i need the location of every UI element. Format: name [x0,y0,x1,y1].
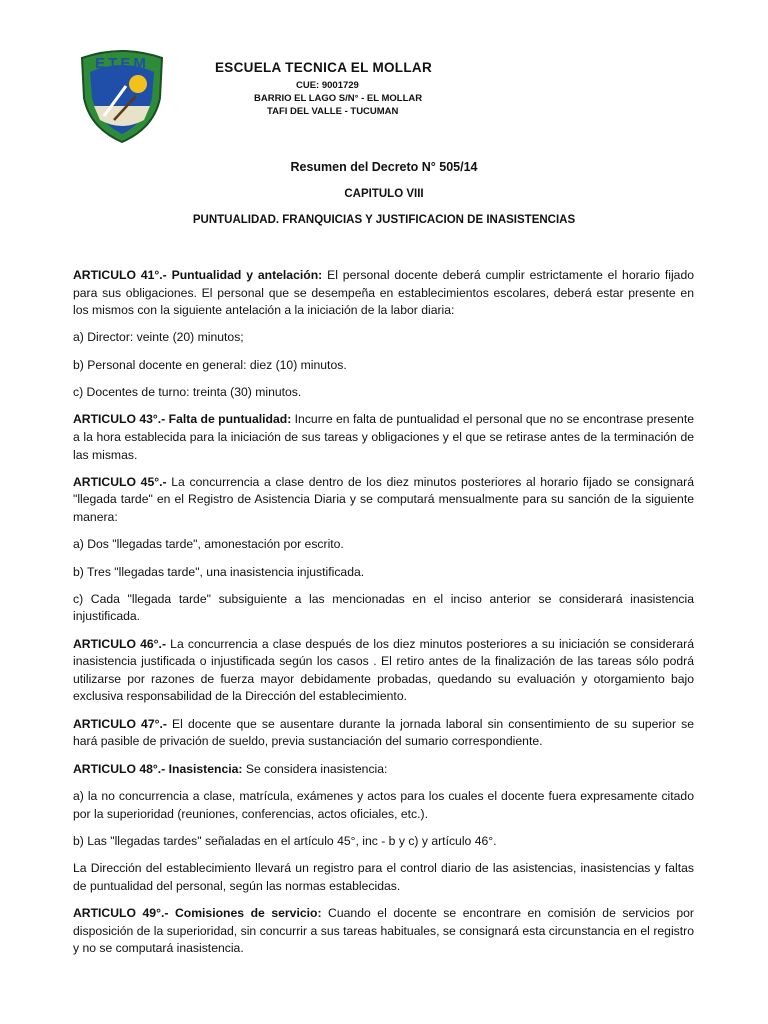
paragraph [73,357,694,375]
article-heading: ARTICULO 43°.- Falta de puntualidad: [73,412,292,427]
paragraph [73,536,694,554]
paragraph [73,905,694,958]
paragraph [73,267,694,320]
paragraph-text: La concurrencia a clase después de los diez minutos posteriores a su iniciación se considerará inasistencia justificada o injustificada según los casos . El retiro antes de la finalización de las tareas sólo podrá utilizarse por razones de fuerza mayor debidamente probadas, quedando su evaluación y otorgamiento bajo exclusiva responsabilidad de la Dirección del establecimiento. [73,636,694,704]
paragraph [73,329,694,347]
paragraph [73,716,694,751]
subject-title: PUNTUALIDAD. FRANQUICIAS Y JUSTIFICACION DE INASISTENCIAS [192,214,576,226]
school-cue: CUE: 9001729 [296,80,359,91]
document-title: Resumen del Decreto N° 505/14 [290,160,478,174]
paragraph-text: Se considera inasistencia: [242,761,388,776]
paragraph-text: Cuando el docente se encontrare en comisión de servicios por disposición de la superioridad, sin concurrir a sus tareas habituales, se consignará esta circunstancia en el registro y no se computará inasistencia. [73,905,694,956]
article-heading: ARTICULO 46°.- [73,636,167,651]
paragraph [73,761,694,779]
article-heading: ARTICULO 41°.- Puntualidad y antelación: [73,268,323,282]
paragraph [73,564,694,582]
paragraph-text: c) Docentes de turno: treinta (30) minutos. [73,385,302,400]
paragraph [73,788,694,823]
document-body [73,267,694,967]
article-heading: ARTICULO 49°.- Comisiones de servicio: [73,905,322,920]
chapter-title: CAPITULO VIII [344,188,424,200]
school-location: TAFI DEL VALLE - TUCUMAN [267,106,399,117]
paragraph-text: Incurre en falta de puntualidad el personal que no se encontrase presente a la hora establecida para la iniciación de sus tareas y obligaciones y el que se retirase antes de la terminación de las mismas. [73,412,695,462]
paragraph [73,833,694,851]
paragraph [73,474,694,527]
paragraph-text: El docente que se ausentare durante la jornada laboral sin consentimiento de su superior se hará pasible de privación de sueldo, previa sustanciación del sumario correspondiente. [73,716,694,749]
school-name: ESCUELA TECNICA EL MOLLAR [215,60,433,75]
article-heading: ARTICULO 47°.- [73,716,167,731]
article-heading: ARTICULO 48°.- Inasistencia: [73,761,243,776]
paragraph-text: El personal docente deberá cumplir estrictamente el horario fijado para sus obligaciones. El personal que se desempeña en establecimientos escolares, deberá estar presente en los mismos con la siguiente antelación a la iniciación de la labor diaria: [73,268,694,318]
logo-text: ETEM [95,55,149,72]
paragraph-text: La concurrencia a clase dentro de los diez minutos posteriores al horario fijado se consignará "llegada tarde" en el Registro de Asistencia Diaria y se computará mensualmente para su sanción de la siguiente manera: [73,474,694,524]
paragraph [73,591,694,626]
paragraph-text: La Dirección del establecimiento llevará un registro para el control diario de las asistencias, inasistencias y faltas de puntualidad del personal, según las normas establecidas. [73,861,694,893]
paragraph-text: b) Personal docente en general: diez (10) minutos. [73,357,347,372]
paragraph [73,860,694,895]
paragraph-text: a) la no concurrencia a clase, matrícula, exámenes y actos para los cuales el docente fuera expresamente citado por la superioridad (reuniones, conferencias, actos oficiales, etc.). [73,788,694,821]
article-heading: ARTICULO 45°.- [73,474,167,489]
school-address: BARRIO EL LAGO S/N° - EL MOLLAR [254,93,423,104]
paragraph-text: b) Tres "llegadas tarde", una inasistencia injustificada. [73,564,365,579]
paragraph [73,411,694,464]
paragraph-text: a) Dos "llegadas tarde", amonestación por escrito. [73,537,344,552]
paragraph-text: a) Director: veinte (20) minutos; [73,330,244,345]
paragraph [73,636,694,706]
paragraph [73,384,694,402]
school-logo [74,46,170,146]
paragraph-text: c) Cada "llegada tarde" subsiguiente a las mencionadas en el inciso anterior se considerará inasistencia injustificada. [73,591,694,624]
paragraph-text: b) Las "llegadas tardes" señaladas en el artículo 45°, inc - b y c) y artículo 46°. [73,833,497,848]
